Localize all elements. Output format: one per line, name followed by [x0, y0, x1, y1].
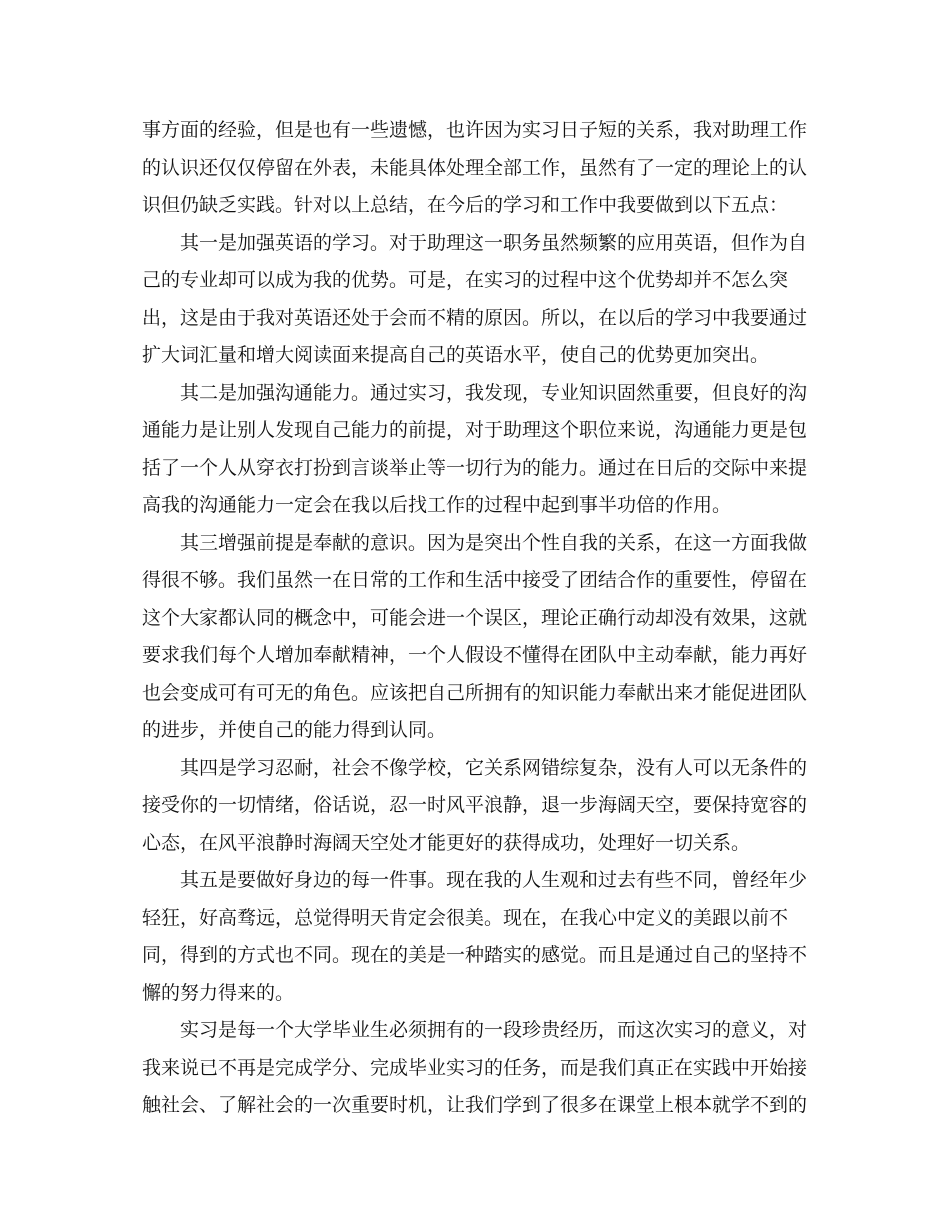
paragraph [142, 750, 807, 863]
text-line: 其四是学习忍耐，社会不像学校，它关系网错综复杂，没有人可以无条件的 [180, 756, 808, 779]
paragraph [142, 1012, 807, 1125]
text-line: 事方面的经验，但是也有一些遗憾，也许因为实习日子短的关系，我对助理工作 [142, 119, 808, 141]
text-line: 其三增强前提是奉献的意识。因为是突出个性自我的关系，在这一方面我做 [180, 531, 808, 554]
text-line: 己的专业却可以成为我的优势。可是，在实习的过程中这个优势却并不怎么突 [142, 269, 789, 291]
text-line: 心态，在风平浪静时海阔天空处才能更好的获得成功，处理好一切关系。 [142, 831, 751, 854]
text-line: 这个大家都认同的概念中，可能会进一个误区，理论正确行动却没有效果，这就 [142, 606, 808, 629]
text-line: 要求我们每个人增加奉献精神，一个人假设不懂得在团队中主动奉献，能力再好 [142, 644, 808, 666]
text-line: 也会变成可有可无的角色。应该把自己所拥有的知识能力奉献出来才能促进团队 [142, 681, 808, 704]
document-body [142, 112, 807, 1125]
text-line: 高我的沟通能力一定会在我以后找工作的过程中起到事半功倍的作用。 [142, 494, 732, 516]
paragraph [142, 112, 807, 225]
text-line: 的进步，并使自己的能力得到认同。 [142, 719, 447, 741]
text-line: 通能力是让别人发现自己能力的前提，对于助理这个职位来说，沟通能力更是包 [142, 419, 808, 441]
paragraph [142, 525, 807, 750]
text-line: 出，这是由于我对英语还处于会而不精的原因。所以，在以后的学习中我要通过 [142, 306, 808, 329]
text-line: 实习是每一个大学毕业生必须拥有的一段珍贵经历，而这次实习的意义，对 [180, 1019, 808, 1041]
paragraph [142, 375, 807, 525]
text-line: 轻狂，好高骛远，总觉得明天肯定会很美。现在，在我心中定义的美跟以前不 [142, 906, 789, 929]
text-line: 其五是要做好身边的每一件事。现在我的人生观和过去有些不同，曾经年少 [180, 869, 808, 891]
text-line: 识但仍缺乏实践。针对以上总结，在今后的学习和工作中我要做到以下五点： [142, 194, 789, 216]
text-line: 括了一个人从穿衣打扮到言谈举止等一切行为的能力。通过在日后的交际中来提 [142, 456, 808, 479]
paragraph [142, 225, 807, 375]
text-line: 扩大词汇量和增大阅读面来提高自己的英语水平，使自己的优势更加突出。 [142, 344, 770, 366]
text-line: 其一是加强英语的学习。对于助理这一职务虽然频繁的应用英语，但作为自 [180, 231, 808, 254]
text-line: 触社会、了解社会的一次重要时机，让我们学到了很多在课堂上根本就学不到的 [142, 1094, 808, 1116]
text-line: 我来说已不再是完成学分、完成毕业实习的任务，而是我们真正在实践中开始接 [142, 1056, 808, 1079]
text-line: 懈的努力得来的。 [142, 981, 295, 1004]
text-line: 接受你的一切情绪，俗话说，忍一时风平浪静，退一步海阔天空，要保持宽容的 [142, 794, 808, 816]
text-line: 其二是加强沟通能力。通过实习，我发现，专业知识固然重要，但良好的沟 [180, 381, 808, 404]
text-line: 得很不够。我们虽然一在日常的工作和生活中接受了团结合作的重要性，停留在 [142, 569, 808, 591]
text-line: 同，得到的方式也不同。现在的美是一种踏实的感觉。而且是通过自己的坚持不 [142, 944, 808, 966]
text-line: 的认识还仅仅停留在外表，未能具体处理全部工作，虽然有了一定的理论上的认 [142, 156, 808, 179]
paragraph [142, 862, 807, 1012]
